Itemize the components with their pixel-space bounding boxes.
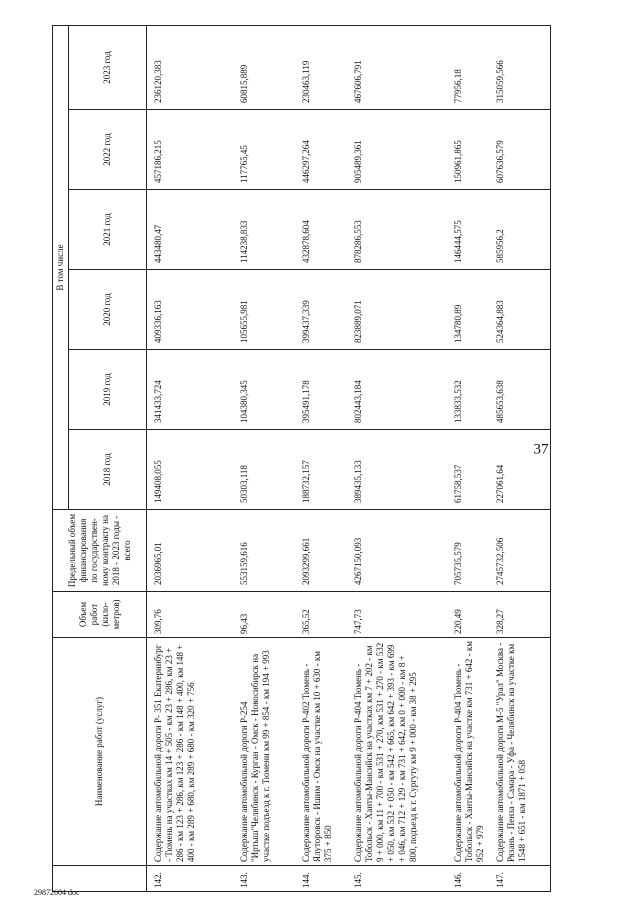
table-row	[447, 25, 489, 891]
row-number: 146.	[447, 866, 489, 892]
table-row	[233, 25, 295, 891]
row-volume: 220,49	[447, 592, 489, 638]
row-name: Содержание автомобильной дороги Р-404 Тюмень - Тобольск - Ханты-Мансийск на участке км 731 + 642 - км 952 + 979	[447, 638, 489, 866]
row-2019: 104380,345	[233, 350, 295, 430]
row-name: Содержание автомобильной дороги М-5 "Урал" Москва - Рязань - Пенза - Самара - Уфа - Челябинск на участке км 1548 + 651 - км 1871 + 058	[489, 638, 551, 866]
table-row	[295, 25, 347, 891]
row-2018: 149408,055	[147, 430, 233, 510]
row-limit: 2745732,506	[489, 510, 551, 592]
row-2019: 341433,724	[147, 350, 233, 430]
row-2020: 524364,883	[489, 270, 551, 350]
row-2022: 457186,215	[147, 110, 233, 190]
row-2020: 823889,071	[347, 270, 447, 350]
row-number: 144.	[295, 866, 347, 892]
row-2019: 485653,638	[489, 350, 551, 430]
rotated-table-wrapper	[52, 26, 562, 892]
row-number: 142.	[147, 866, 233, 892]
row-number: 143.	[233, 866, 295, 892]
row-2020: 409336,163	[147, 270, 233, 350]
row-2018: 50303,118	[233, 430, 295, 510]
header-year-2023: 2023 год	[69, 25, 147, 109]
row-2023: 315059,566	[489, 25, 551, 109]
row-2021: 146444,575	[447, 190, 489, 270]
row-2019: 802443,184	[347, 350, 447, 430]
row-2019: 133833,532	[447, 350, 489, 430]
financing-table	[52, 25, 551, 892]
row-name: Содержание автомобильной дороги Р-402 Тюмень - Ялуторовск - Ишим - Омск на участке км 10 + 630 - км 375 + 850	[295, 638, 347, 866]
header-year-2018: 2018 год	[69, 430, 147, 510]
row-2023: 77956,18	[447, 25, 489, 109]
row-2021: 878286,553	[347, 190, 447, 270]
header-volume: Объем работ (кило-метров)	[53, 592, 147, 638]
row-2022: 607636,579	[489, 110, 551, 190]
header-year-2020: 2020 год	[69, 270, 147, 350]
row-2021: 432878,604	[295, 190, 347, 270]
row-number: 145.	[347, 866, 447, 892]
row-limit: 2036965,01	[147, 510, 233, 592]
row-volume: 309,76	[147, 592, 233, 638]
row-2021: 443480,47	[147, 190, 233, 270]
row-2018: 61758,537	[447, 430, 489, 510]
row-2022: 150961,865	[447, 110, 489, 190]
row-volume: 328,27	[489, 592, 551, 638]
table-row	[489, 25, 551, 891]
row-2022: 905489,361	[347, 110, 447, 190]
row-volume: 365,52	[295, 592, 347, 638]
row-limit: 4267150,093	[347, 510, 447, 592]
document-footer: 29872604 doc	[34, 888, 80, 897]
row-2020: 399437,339	[295, 270, 347, 350]
row-2023: 236120,383	[147, 25, 233, 109]
row-2022: 446297,264	[295, 110, 347, 190]
row-number: 147.	[489, 866, 551, 892]
row-2020: 134780,89	[447, 270, 489, 350]
row-2021: 114238,833	[233, 190, 295, 270]
header-including: В том числе	[53, 25, 69, 509]
row-2020: 105655,981	[233, 270, 295, 350]
page-number: 37	[533, 441, 549, 458]
row-2019: 395491,178	[295, 350, 347, 430]
row-name: Содержание автомобильной дороги Р-254 "Иртыш"Челябинск - Курган - Омск - Новосибирск на участке подъезд к г. Тюмени км 99 + 854 - км 194 + 993	[233, 638, 295, 866]
table-row	[147, 25, 233, 891]
header-year-2021: 2021 год	[69, 190, 147, 270]
header-name: Наименование работ (услуг)	[53, 638, 147, 866]
row-limit: 2093299,661	[295, 510, 347, 592]
row-name: Содержание автомобильной дороги Р-404 Тюмень - Тобольск - Ханты-Мансийск на участках км 7 + 202 - км 9 + 000, км 11 + 700 - км 531 + 270, км 531 + 270 - км 532 + 050, км 532 + 050 - км 542 + 665, км 642 + 393 - км 699 + 046, км 712 + 129 - км 731 + 642, км 0 + 000 - км 8 + 800, подъезд к г. Сургуту км 9 + 000 - км 38 + 295	[347, 638, 447, 866]
table-row	[347, 25, 447, 891]
row-2023: 230463,119	[295, 25, 347, 109]
row-2021: 585956,2	[489, 190, 551, 270]
row-2022: 117765,45	[233, 110, 295, 190]
row-2023: 467606,791	[347, 25, 447, 109]
header-year-2022: 2022 год	[69, 110, 147, 190]
row-volume: 747,73	[347, 592, 447, 638]
row-limit: 705735,579	[447, 510, 489, 592]
row-2023: 60815,889	[233, 25, 295, 109]
row-limit: 553159,616	[233, 510, 295, 592]
row-2018: 227061,64	[489, 430, 551, 510]
header-year-2019: 2019 год	[69, 350, 147, 430]
row-name: Содержание автомобильной дороги Р- 351 Екатеринбург - Тюмень на участках км 14 + 505 - км 23 + 286, км 23 + 286 - км 123 + 286, км 123 + 286 - км 148 + 400, км 148 + 400 - км 289 + 680, км 289 + 680 - км 320 + 756	[147, 638, 233, 866]
row-volume: 96,43	[233, 592, 295, 638]
row-2018: 188732,157	[295, 430, 347, 510]
header-limit: Предельный объем финансирования по государствен-ному контракту на 2018 - 2023 годы - всего	[53, 510, 147, 592]
row-2018: 389435,133	[347, 430, 447, 510]
